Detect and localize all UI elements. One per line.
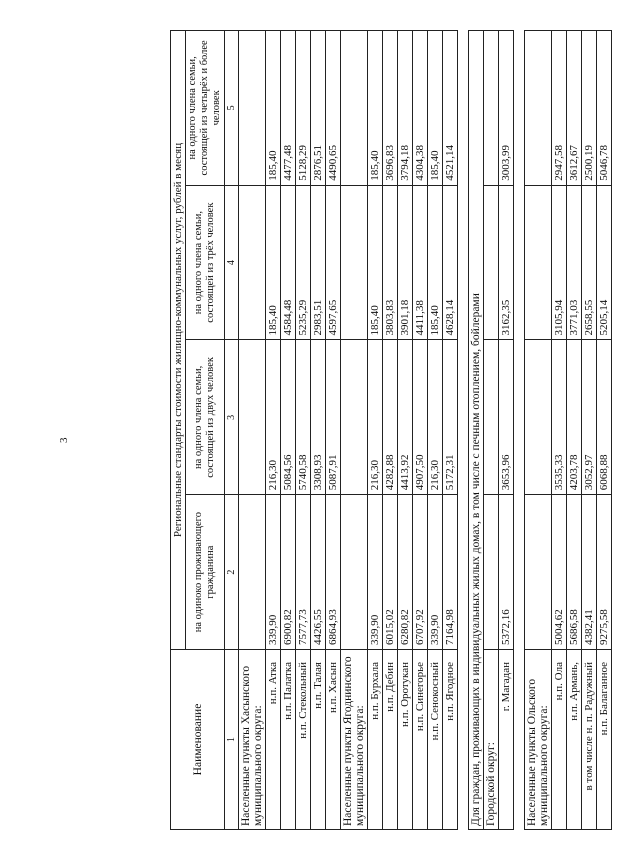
cell: 6068,88 bbox=[597, 340, 612, 495]
table-row bbox=[443, 31, 458, 830]
cell: 339,90 bbox=[428, 495, 443, 650]
header-name: Наименование bbox=[171, 650, 225, 830]
cell: 2947,58 bbox=[552, 31, 567, 186]
row-name: г. Магадан bbox=[499, 650, 514, 830]
cell: 4907,50 bbox=[413, 340, 428, 495]
header-col-single: на одиноко проживающего гражданина bbox=[186, 495, 225, 650]
table-row bbox=[499, 31, 514, 830]
row-name: н.п. Талая bbox=[311, 650, 326, 830]
cell: 216,30 bbox=[266, 340, 281, 495]
cell: 7164,98 bbox=[443, 495, 458, 650]
cell: 3696,83 bbox=[383, 31, 398, 186]
cell: 185,40 bbox=[266, 185, 281, 340]
row-name: н.п. Армань, bbox=[567, 650, 582, 830]
cell: 3052,97 bbox=[582, 340, 597, 495]
cell: 4490,65 bbox=[326, 31, 341, 186]
table-row bbox=[368, 31, 383, 830]
cell: 5372,16 bbox=[499, 495, 514, 650]
table-row bbox=[552, 31, 567, 830]
cell: 5740,58 bbox=[296, 340, 311, 495]
cell: 185,40 bbox=[368, 185, 383, 340]
cell: 4382,41 bbox=[582, 495, 597, 650]
cell: 4282,88 bbox=[383, 340, 398, 495]
rotated-table-container bbox=[170, 30, 612, 830]
table-row bbox=[597, 31, 612, 830]
cell: 4413,92 bbox=[398, 340, 413, 495]
row-name: н.п. Бурхала bbox=[368, 650, 383, 830]
row-name: н.п. Дебин bbox=[383, 650, 398, 830]
cell: 3003,99 bbox=[499, 31, 514, 186]
cell: 185,40 bbox=[428, 31, 443, 186]
header-col-four-plus: на одного члена семьи, состоящей из четырёх и более человек bbox=[186, 31, 225, 186]
cell: 4477,48 bbox=[281, 31, 296, 186]
cell: 5686,58 bbox=[567, 495, 582, 650]
table-row bbox=[413, 31, 428, 830]
table-row bbox=[326, 31, 341, 830]
row-name: н.п. Оротукан bbox=[398, 650, 413, 830]
row-name: н.п. Балаганное bbox=[597, 650, 612, 830]
cell: 3612,67 bbox=[567, 31, 582, 186]
col-number: 3 bbox=[225, 340, 239, 495]
section-yagodnoe-title: Населенные пункты Ягоднинского муниципального округа: bbox=[341, 650, 368, 830]
cell: 2876,51 bbox=[311, 31, 326, 186]
row-name: н.п. Атка bbox=[266, 650, 281, 830]
table-row bbox=[311, 31, 326, 830]
cell: 4411,38 bbox=[413, 185, 428, 340]
table-row bbox=[428, 31, 443, 830]
table-row bbox=[567, 31, 582, 830]
cell: 3105,94 bbox=[552, 185, 567, 340]
table-row bbox=[398, 31, 413, 830]
cell: 216,30 bbox=[428, 340, 443, 495]
cell: 5128,29 bbox=[296, 31, 311, 186]
cell: 6864,93 bbox=[326, 495, 341, 650]
col-number: 2 bbox=[225, 495, 239, 650]
cell: 4597,65 bbox=[326, 185, 341, 340]
cell: 5084,56 bbox=[281, 340, 296, 495]
cell: 185,40 bbox=[428, 185, 443, 340]
cell: 5235,29 bbox=[296, 185, 311, 340]
cell: 6900,82 bbox=[281, 495, 296, 650]
cell: 3162,35 bbox=[499, 185, 514, 340]
cell: 3308,93 bbox=[311, 340, 326, 495]
cell: 4304,38 bbox=[413, 31, 428, 186]
cell: 3794,18 bbox=[398, 31, 413, 186]
cell: 4584,48 bbox=[281, 185, 296, 340]
cell: 339,90 bbox=[368, 495, 383, 650]
row-name: в том числе н. п. Радужный bbox=[582, 650, 597, 830]
cell: 5172,31 bbox=[443, 340, 458, 495]
table-row bbox=[582, 31, 597, 830]
cell: 339,90 bbox=[266, 495, 281, 650]
cell: 3901,18 bbox=[398, 185, 413, 340]
section-ola-title: Населенные пункты Ольского муниципального округа: bbox=[525, 650, 552, 830]
cell: 185,40 bbox=[368, 31, 383, 186]
cell: 3771,03 bbox=[567, 185, 582, 340]
row-name: н.п. Стекольный bbox=[296, 650, 311, 830]
cell: 4628,14 bbox=[443, 185, 458, 340]
note-individual-houses: Для граждан, проживающих в индивидуальных жилых домах, в том числе с печным отоплением, бойлерами bbox=[469, 31, 484, 830]
col-number: 4 bbox=[225, 185, 239, 340]
cell: 5004,62 bbox=[552, 495, 567, 650]
section-magadan-title: Городской округ: bbox=[484, 650, 499, 830]
page-number: 3 bbox=[58, 437, 70, 443]
table-row bbox=[281, 31, 296, 830]
cell: 3653,96 bbox=[499, 340, 514, 495]
cell: 216,30 bbox=[368, 340, 383, 495]
table-row bbox=[266, 31, 281, 830]
cell: 5087,91 bbox=[326, 340, 341, 495]
row-name: н.п. Палатка bbox=[281, 650, 296, 830]
header-col-two: на одного члена семьи, состоящей из двух человек bbox=[186, 340, 225, 495]
cell: 3803,83 bbox=[383, 185, 398, 340]
cell: 2658,55 bbox=[582, 185, 597, 340]
cell: 3535,33 bbox=[552, 340, 567, 495]
cell: 6015,02 bbox=[383, 495, 398, 650]
cell: 4426,55 bbox=[311, 495, 326, 650]
housing-standards-table bbox=[170, 30, 612, 830]
cell: 4203,78 bbox=[567, 340, 582, 495]
section-khasyn-title: Населенные пункты Хасынского муниципального округа: bbox=[239, 650, 266, 830]
cell: 6280,82 bbox=[398, 495, 413, 650]
cell: 9275,58 bbox=[597, 495, 612, 650]
table-row bbox=[383, 31, 398, 830]
row-name: н.п. Сенокосный bbox=[428, 650, 443, 830]
cell: 185,40 bbox=[266, 31, 281, 186]
col-number: 5 bbox=[225, 31, 239, 186]
cell: 5046,78 bbox=[597, 31, 612, 186]
table-row bbox=[296, 31, 311, 830]
row-name: н.п. Синегорье bbox=[413, 650, 428, 830]
col-number: 1 bbox=[225, 650, 239, 830]
header-col-three: на одного члена семьи, состоящей из трёх человек bbox=[186, 185, 225, 340]
cell: 6707,92 bbox=[413, 495, 428, 650]
header-group: Региональные стандарты стоимости жилищно-коммунальных услуг, рублей в месяц bbox=[171, 31, 186, 650]
row-name: н.п. Ягодное bbox=[443, 650, 458, 830]
cell: 2983,51 bbox=[311, 185, 326, 340]
row-name: н.п. Ола bbox=[552, 650, 567, 830]
row-name: н.п. Хасын bbox=[326, 650, 341, 830]
cell: 4521,14 bbox=[443, 31, 458, 186]
cell: 2500,19 bbox=[582, 31, 597, 186]
cell: 5205,14 bbox=[597, 185, 612, 340]
cell: 7577,73 bbox=[296, 495, 311, 650]
